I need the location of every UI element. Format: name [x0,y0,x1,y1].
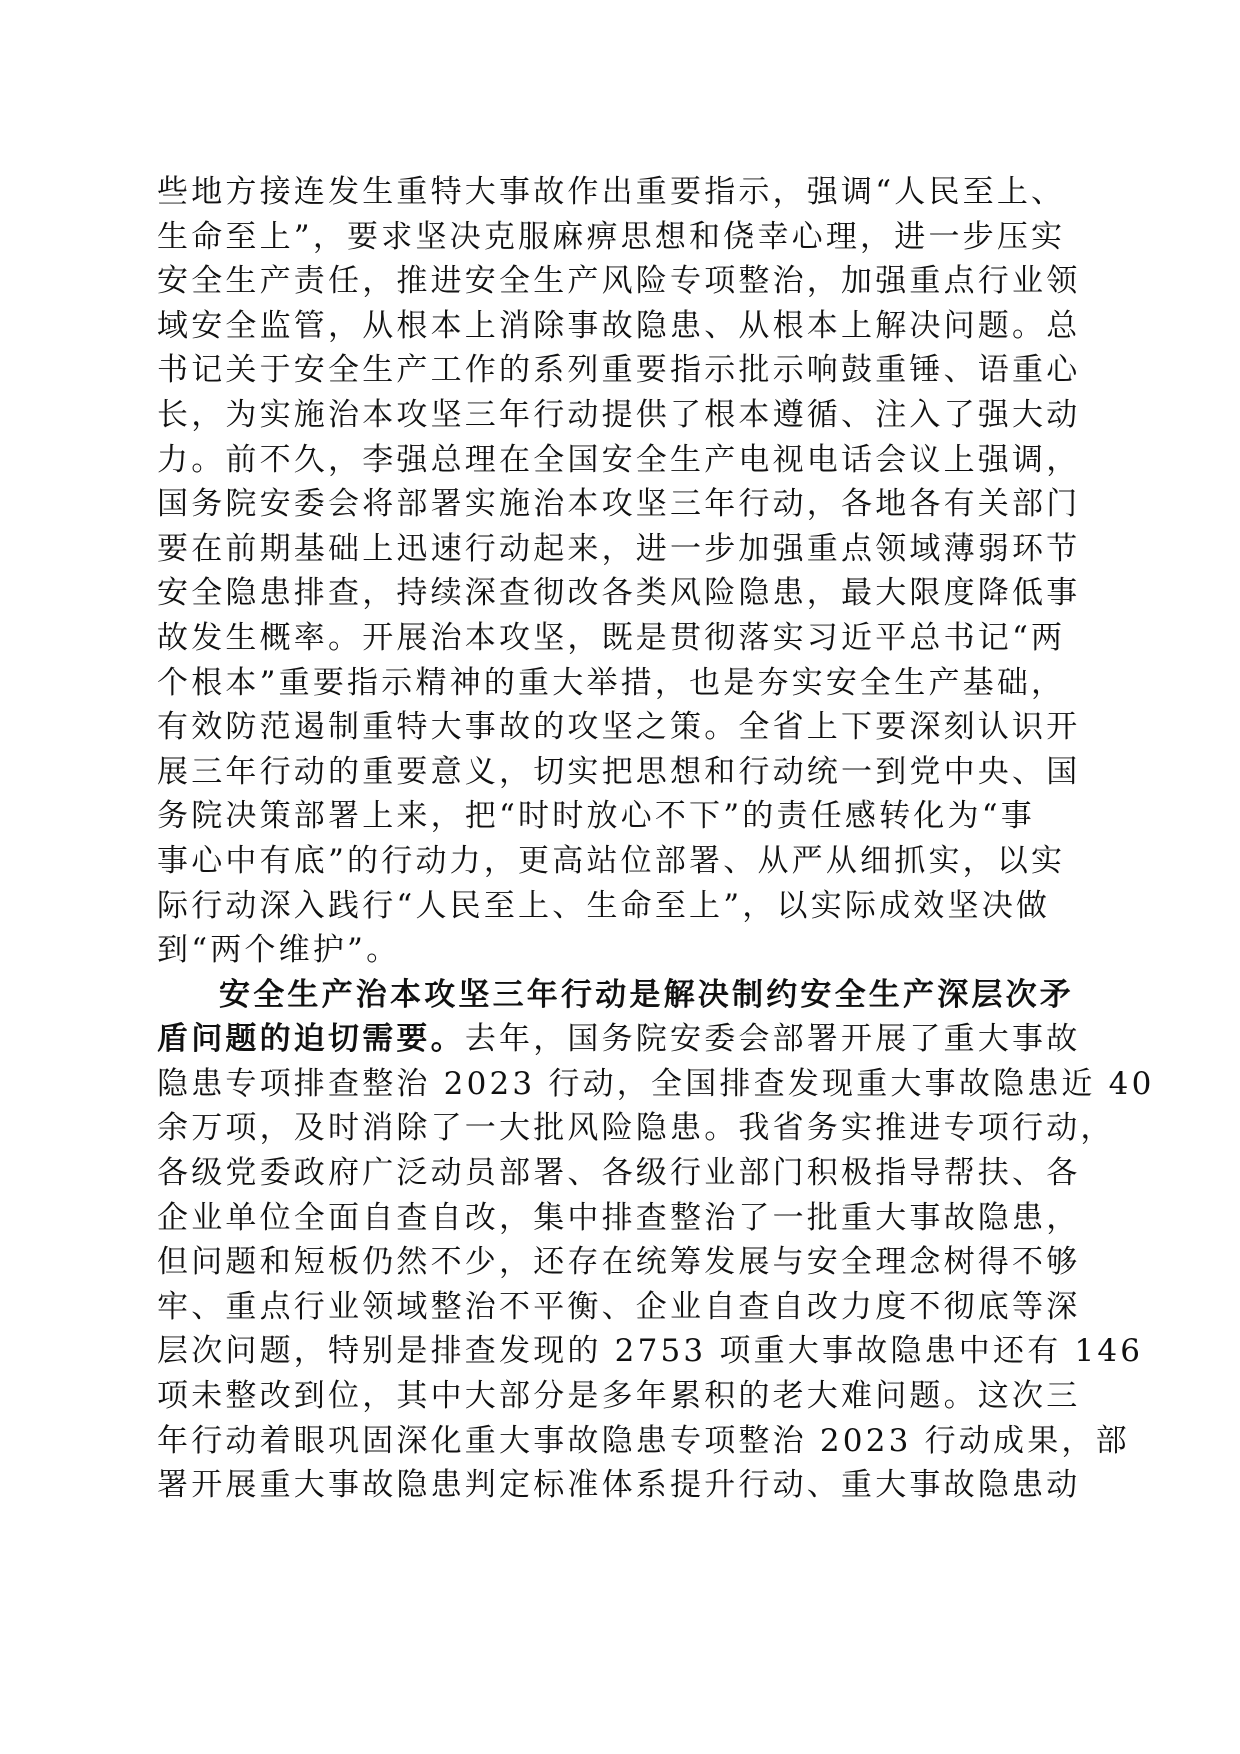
section-heading-end: 盾问题的迫切需要。 [157,1021,465,1058]
text-line: 些地方接连发生重特大事故作出重要指示，强调“人民至上、 [157,174,1066,210]
text-line: 有效防范遏制重特大事故的攻坚之策。全省上下要深刻认识开 [157,709,1081,746]
text-line: 但问题和短板仍然不少，还存在统筹发展与安全理念树得不够 [157,1244,1081,1281]
text-line: 安全生产责任，推进安全生产风险专项整治，加强重点行业领 [157,263,1081,300]
text-line: 余万项，及时消除了一大批风险隐患。我省务实推进专项行动， [157,1110,1115,1147]
text-line: 层次问题，特别是排查发现的 2753 项重大事故隐患中还有 146 [157,1333,1144,1370]
text-line: 事心中有底”的行动力，更高站位部署、从严从细抓实，以实 [157,842,1066,879]
text-line: 署开展重大事故隐患判定标准体系提升行动、重大事故隐患动 [157,1467,1081,1504]
text-line: 隐患专项排查整治 2023 行动，全国排查发现重大事故隐患近 40 [157,1065,1155,1102]
text-line: 展三年行动的重要意义，切实把思想和行动统一到党中央、国 [157,753,1081,790]
text-line: 生命至上”，要求坚决克服麻痹思想和侥幸心理，进一步压实 [157,218,1066,255]
text-line: 国务院安委会将部署实施治本攻坚三年行动，各地各有关部门 [157,486,1081,523]
text-line: 要在前期基础上迅速行动起来，进一步加强重点领域薄弱环节 [157,530,1081,567]
text-line: 域安全监管，从根本上消除事故隐患、从根本上解决问题。总 [157,307,1081,344]
text-line: 企业单位全面自查自改，集中排查整治了一批重大事故隐患， [157,1199,1081,1236]
body-text [157,170,1155,1508]
text-line: 际行动深入践行“人民至上、生命至上”，以实际成效坚决做 [157,887,1051,924]
text-line [157,1017,1087,1062]
text-line: 安全隐患排查，持续深查彻改各类风险隐患，最大限度降低事 [157,575,1081,612]
text-run: 去年，国务院安委会部署开展了重大事故 [464,1021,1081,1058]
text-line: 项未整改到位，其中大部分是多年累积的老大难问题。这次三 [157,1378,1081,1415]
text-line: 力。前不久，李强总理在全国安全生产电视电话会议上强调， [157,441,1081,478]
paragraph-1 [157,170,1087,973]
text-line: 务院决策部署上来，把“时时放心不下”的责任感转化为“事 [157,798,1035,835]
text-line: 年行动着眼巩固深化重大事故隐患专项整治 2023 行动成果，部 [157,1422,1130,1459]
text-line: 个根本”重要指示精神的重大举措，也是夯实安全生产基础， [157,664,1066,701]
text-line: 各级党委政府广泛动员部署、各级行业部门积极指导帮扶、各 [157,1155,1081,1192]
section-heading-line: 安全生产治本攻坚三年行动是解决制约安全生产深层次矛 [219,976,1074,1013]
text-line: 长，为实施治本攻坚三年行动提供了根本遵循、注入了强大动 [157,396,1081,433]
paragraph-2 [157,973,1155,1508]
text-line: 书记关于安全生产工作的系列重要指示批示响鼓重锤、语重心 [157,352,1081,389]
text-line: 故发生概率。开展治本攻坚，既是贯彻落实习近平总书记“两 [157,619,1066,656]
text-line: 到“两个维护”。 [157,932,401,969]
text-line: 牢、重点行业领域整治不平衡、企业自查自改力度不彻底等深 [157,1288,1081,1325]
